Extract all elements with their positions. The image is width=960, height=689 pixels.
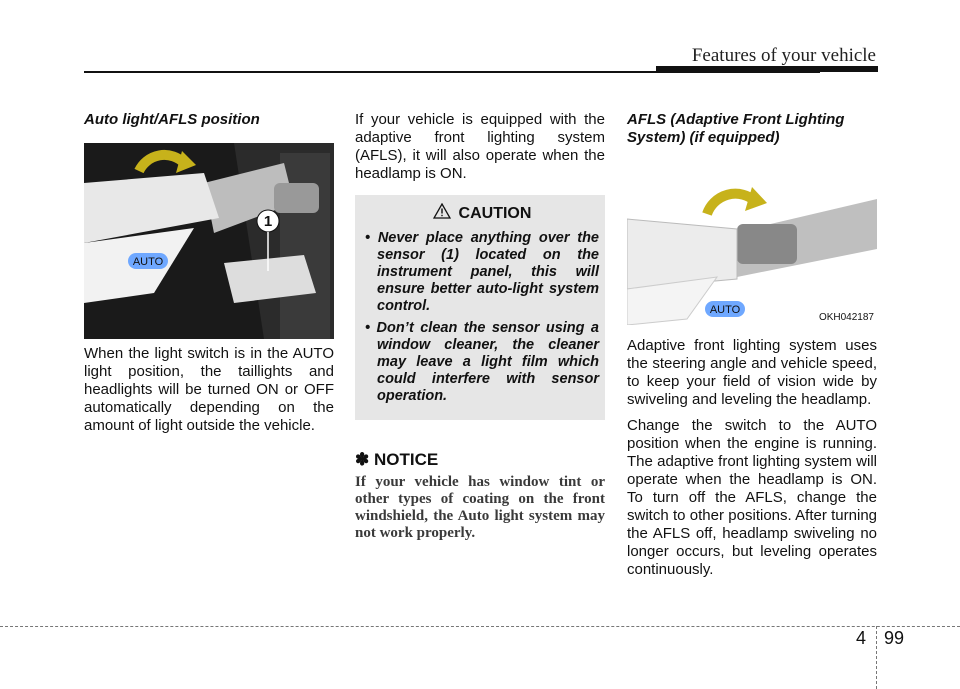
afls-instructions: Change the switch to the AUTO position when the engine is running. The adaptive front lighting system will operate when the headlamp is ON. To turn off the AFLS, change the switch to other positions. After turning the AFLS off, headlamp swiveling no longer occurs, but leveling operates continuously. [627, 417, 877, 578]
auto-badge-label: AUTO [132, 256, 164, 268]
caution-list [365, 230, 599, 405]
footer-rule [0, 626, 960, 627]
caution-box [355, 195, 605, 420]
page-number: 99 [884, 628, 905, 648]
auto-light-description: When the light switch is in the AUTO light position, the taillights and headlights will be turned ON or OFF automatically depending on the amount of light outside the vehicle. [84, 345, 334, 434]
light-switch-illustration [84, 143, 334, 339]
column-1 [84, 108, 334, 443]
auto-badge-label: AUTO [709, 304, 741, 316]
callout-number: 1 [263, 213, 273, 230]
section-heading-afls: AFLS (Adaptive Front Lighting System) (if equipped) [627, 111, 845, 146]
afls-description: Adaptive front lighting system uses the steering angle and vehicle speed, to keep your field of vision wide by swiveling and leveling the headlamp. [627, 337, 877, 408]
chapter-number: 4 [856, 628, 867, 648]
column-2 [355, 108, 605, 542]
afls-intro: If your vehicle is equipped with the adaptive front lighting system (AFLS), it will also operate when the headlamp is ON. [355, 111, 605, 182]
header-rule-thick [656, 66, 878, 72]
caution-header [365, 203, 599, 224]
caution-item: • Never place anything over the sensor (1) located on the instrument panel, this will ensure better auto-light system control. [365, 230, 599, 315]
page-header-title: Features of your vehicle [691, 45, 876, 66]
footer-divider [876, 626, 877, 689]
caution-item: • Don’t clean the sensor using a window cleaner, the cleaner may leave a light film which could interfere with sensor operation. [365, 320, 599, 405]
figure-code: OKH042187 [818, 312, 874, 323]
notice-body: If your vehicle has window tint or other types of coating on the front windshield, the Auto light system may not work properly. [355, 474, 605, 541]
notice-title: ✽ NOTICE [355, 450, 439, 469]
figure-auto-light-switch [84, 143, 334, 339]
warning-triangle-icon [433, 203, 451, 224]
afls-switch-illustration [627, 159, 877, 325]
column-3 [627, 108, 877, 587]
section-heading-auto-light: Auto light/AFLS position [84, 111, 260, 128]
figure-afls-switch [627, 159, 877, 325]
caution-title: CAUTION [458, 204, 532, 222]
